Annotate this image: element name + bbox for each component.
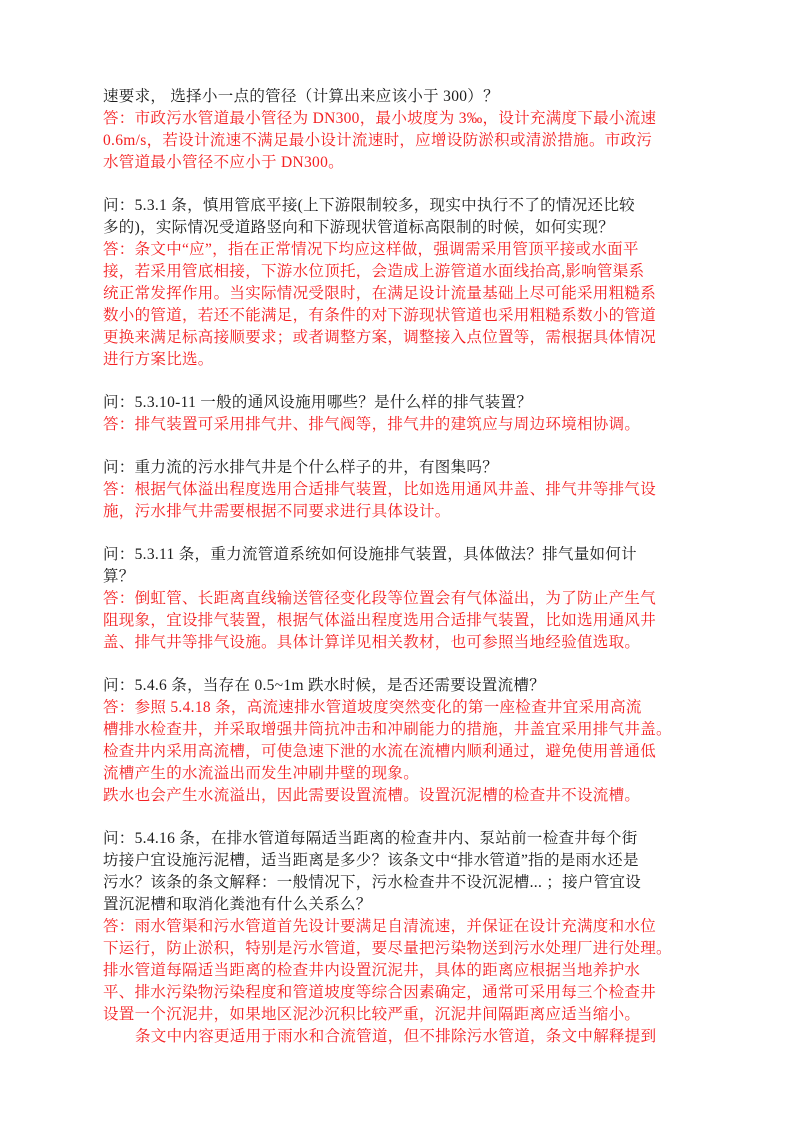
question-line: 问：5.3.11 条，重力流管道系统如何设施排气装置，具体做法？排气量如何计 xyxy=(103,546,637,563)
answer-line: 检查井内采用高流槽，可使急速下泄的水流在流槽内顺利通过，避免使用普通低 xyxy=(103,743,657,760)
question-line: 问：5.3.10-11 一般的通风设施用哪些？是什么样的排气装置？ xyxy=(103,394,533,411)
qa-block xyxy=(103,544,697,654)
answer-line: 盖、排气井等排气设施。具体计算详见相关教材，也可参照当地经验值选取。 xyxy=(103,634,641,651)
question-line: 坊接户宜设施污泥槽，适当距离是多少？该条文中“排水管道”指的是雨水还是 xyxy=(103,852,639,869)
answer-line: 答：排气装置可采用排气井、排气阀等，排气井的建筑应与周边环境相协调。 xyxy=(103,416,641,433)
answer-line: 下运行，防止淤积，特别是污水管道，要尽量把污染物送到污水处理厂进行处理。 xyxy=(103,940,672,957)
answer-line: 跌水也会产生水流溢出，因此需要设置流槽。设置沉泥槽的检查井不设流槽。 xyxy=(103,787,641,804)
qa-block xyxy=(103,86,697,174)
answer-line: 平、排水污染物污染程度和管道坡度等综合因素确定，通常可采用每三个检查井 xyxy=(103,984,657,1001)
question-line: 污水？该条的条文解释：一般情况下，污水检查井不设沉泥槽... ；接户管宜设 xyxy=(103,874,642,891)
answer-line: 答：雨水管渠和污水管道首先设计要满足自清流速，并保证在设计充满度和水位 xyxy=(103,918,657,935)
answer-line: 进行方案比选。 xyxy=(103,351,214,368)
answer-line: 数小的管道，若还不能满足，有条件的对下游现状管道也采用粗糙系数小的管道 xyxy=(103,307,657,324)
question-line: 多的)，实际情况受道路竖向和下游现状管道标高限制的时候，如何实现？ xyxy=(103,219,615,236)
answer-line: 接，若采用管底相接，下游水位顶托，会造成上游管道水面线抬高,影响管渠系 xyxy=(103,263,645,280)
answer-line: 阻现象，宜设排气装置，根据气体溢出程度选用合适排气装置，比如选用通风井 xyxy=(103,612,657,629)
answer-line: 答：条文中“应”，指在正常情况下均应这样做，强调需采用管顶平接或水面平 xyxy=(103,241,639,258)
question-line: 速要求， 选择小一点的管径（计算出来应该小于 300）？ xyxy=(103,88,499,105)
answer-line: 施，污水排气井需要根据不同要求进行具体设计。 xyxy=(103,503,451,520)
answer-line: 排水管道每隔适当距离的检查井内设置沉泥井，具体的距离应根据当地养护水 xyxy=(103,962,641,979)
answer-line: 答：根据气体溢出程度选用合适排气装置，比如选用通风井盖、排气井等排气设 xyxy=(103,481,657,498)
answer-line: 统正常发挥作用。当实际情况受限时，在满足设计流量基础上尽可能采用粗糙系 xyxy=(103,285,657,302)
qa-text-content xyxy=(103,86,697,1069)
answer-line: 槽排水检查井，并采取增强井筒抗冲击和冲刷能力的措施，井盖宜采用排气井盖。 xyxy=(103,721,672,738)
question-line: 问：5.3.1 条，慎用管底平接(上下游限制较多，现实中执行不了的情况还比较 xyxy=(103,197,635,214)
question-line: 算？ xyxy=(103,568,135,585)
answer-line: 更换来满足标高接顺要求；或者调整方案，调整接入点位置等，需根据具体情况 xyxy=(103,329,657,346)
question-line: 问：5.4.16 条，在排水管道每隔适当距离的检查井内、泵站前一检查井每个街 xyxy=(103,830,638,847)
qa-block xyxy=(103,457,697,523)
answer-line: 0.6m/s，若设计流速不满足最小设计流速时，应增设防淤积或清淤措施。市政污 xyxy=(103,132,653,149)
answer-line: 水管道最小管径不应小于 DN300。 xyxy=(103,154,344,171)
answer-line: 条文中内容更适用于雨水和合流管道，但不排除污水管道，条文中解释提到 xyxy=(135,1028,657,1045)
question-line: 问：5.4.6 条，当存在 0.5~1m 跌水时候，是否还需要设置流槽？ xyxy=(103,677,545,694)
answer-line: 流槽产生的水流溢出而发生冲刷井壁的现象。 xyxy=(103,765,420,782)
answer-line: 答：倒虹管、长距离直线输送管径变化段等位置会有气体溢出，为了防止产生气 xyxy=(103,590,657,607)
qa-block xyxy=(103,195,697,371)
qa-block xyxy=(103,828,697,1048)
answer-line: 答：市政污水管道最小管径为 DN300，最小坡度为 3‰，设计充满度下最小流速 xyxy=(103,110,657,127)
qa-block xyxy=(103,675,697,807)
question-line: 问：重力流的污水排气井是个什么样子的井，有图集吗？ xyxy=(103,459,499,476)
question-line: 置沉泥槽和取消化粪池有什么关系么？ xyxy=(103,896,372,913)
answer-line: 答：参照 5.4.18 条，高流速排水管道坡度突然变化的第一座检查井宜采用高流 xyxy=(103,699,642,716)
qa-block xyxy=(103,392,697,436)
answer-line: 设置一个沉泥井，如果地区泥沙沉积比较严重，沉泥井间隔距离应适当缩小。 xyxy=(103,1006,641,1023)
